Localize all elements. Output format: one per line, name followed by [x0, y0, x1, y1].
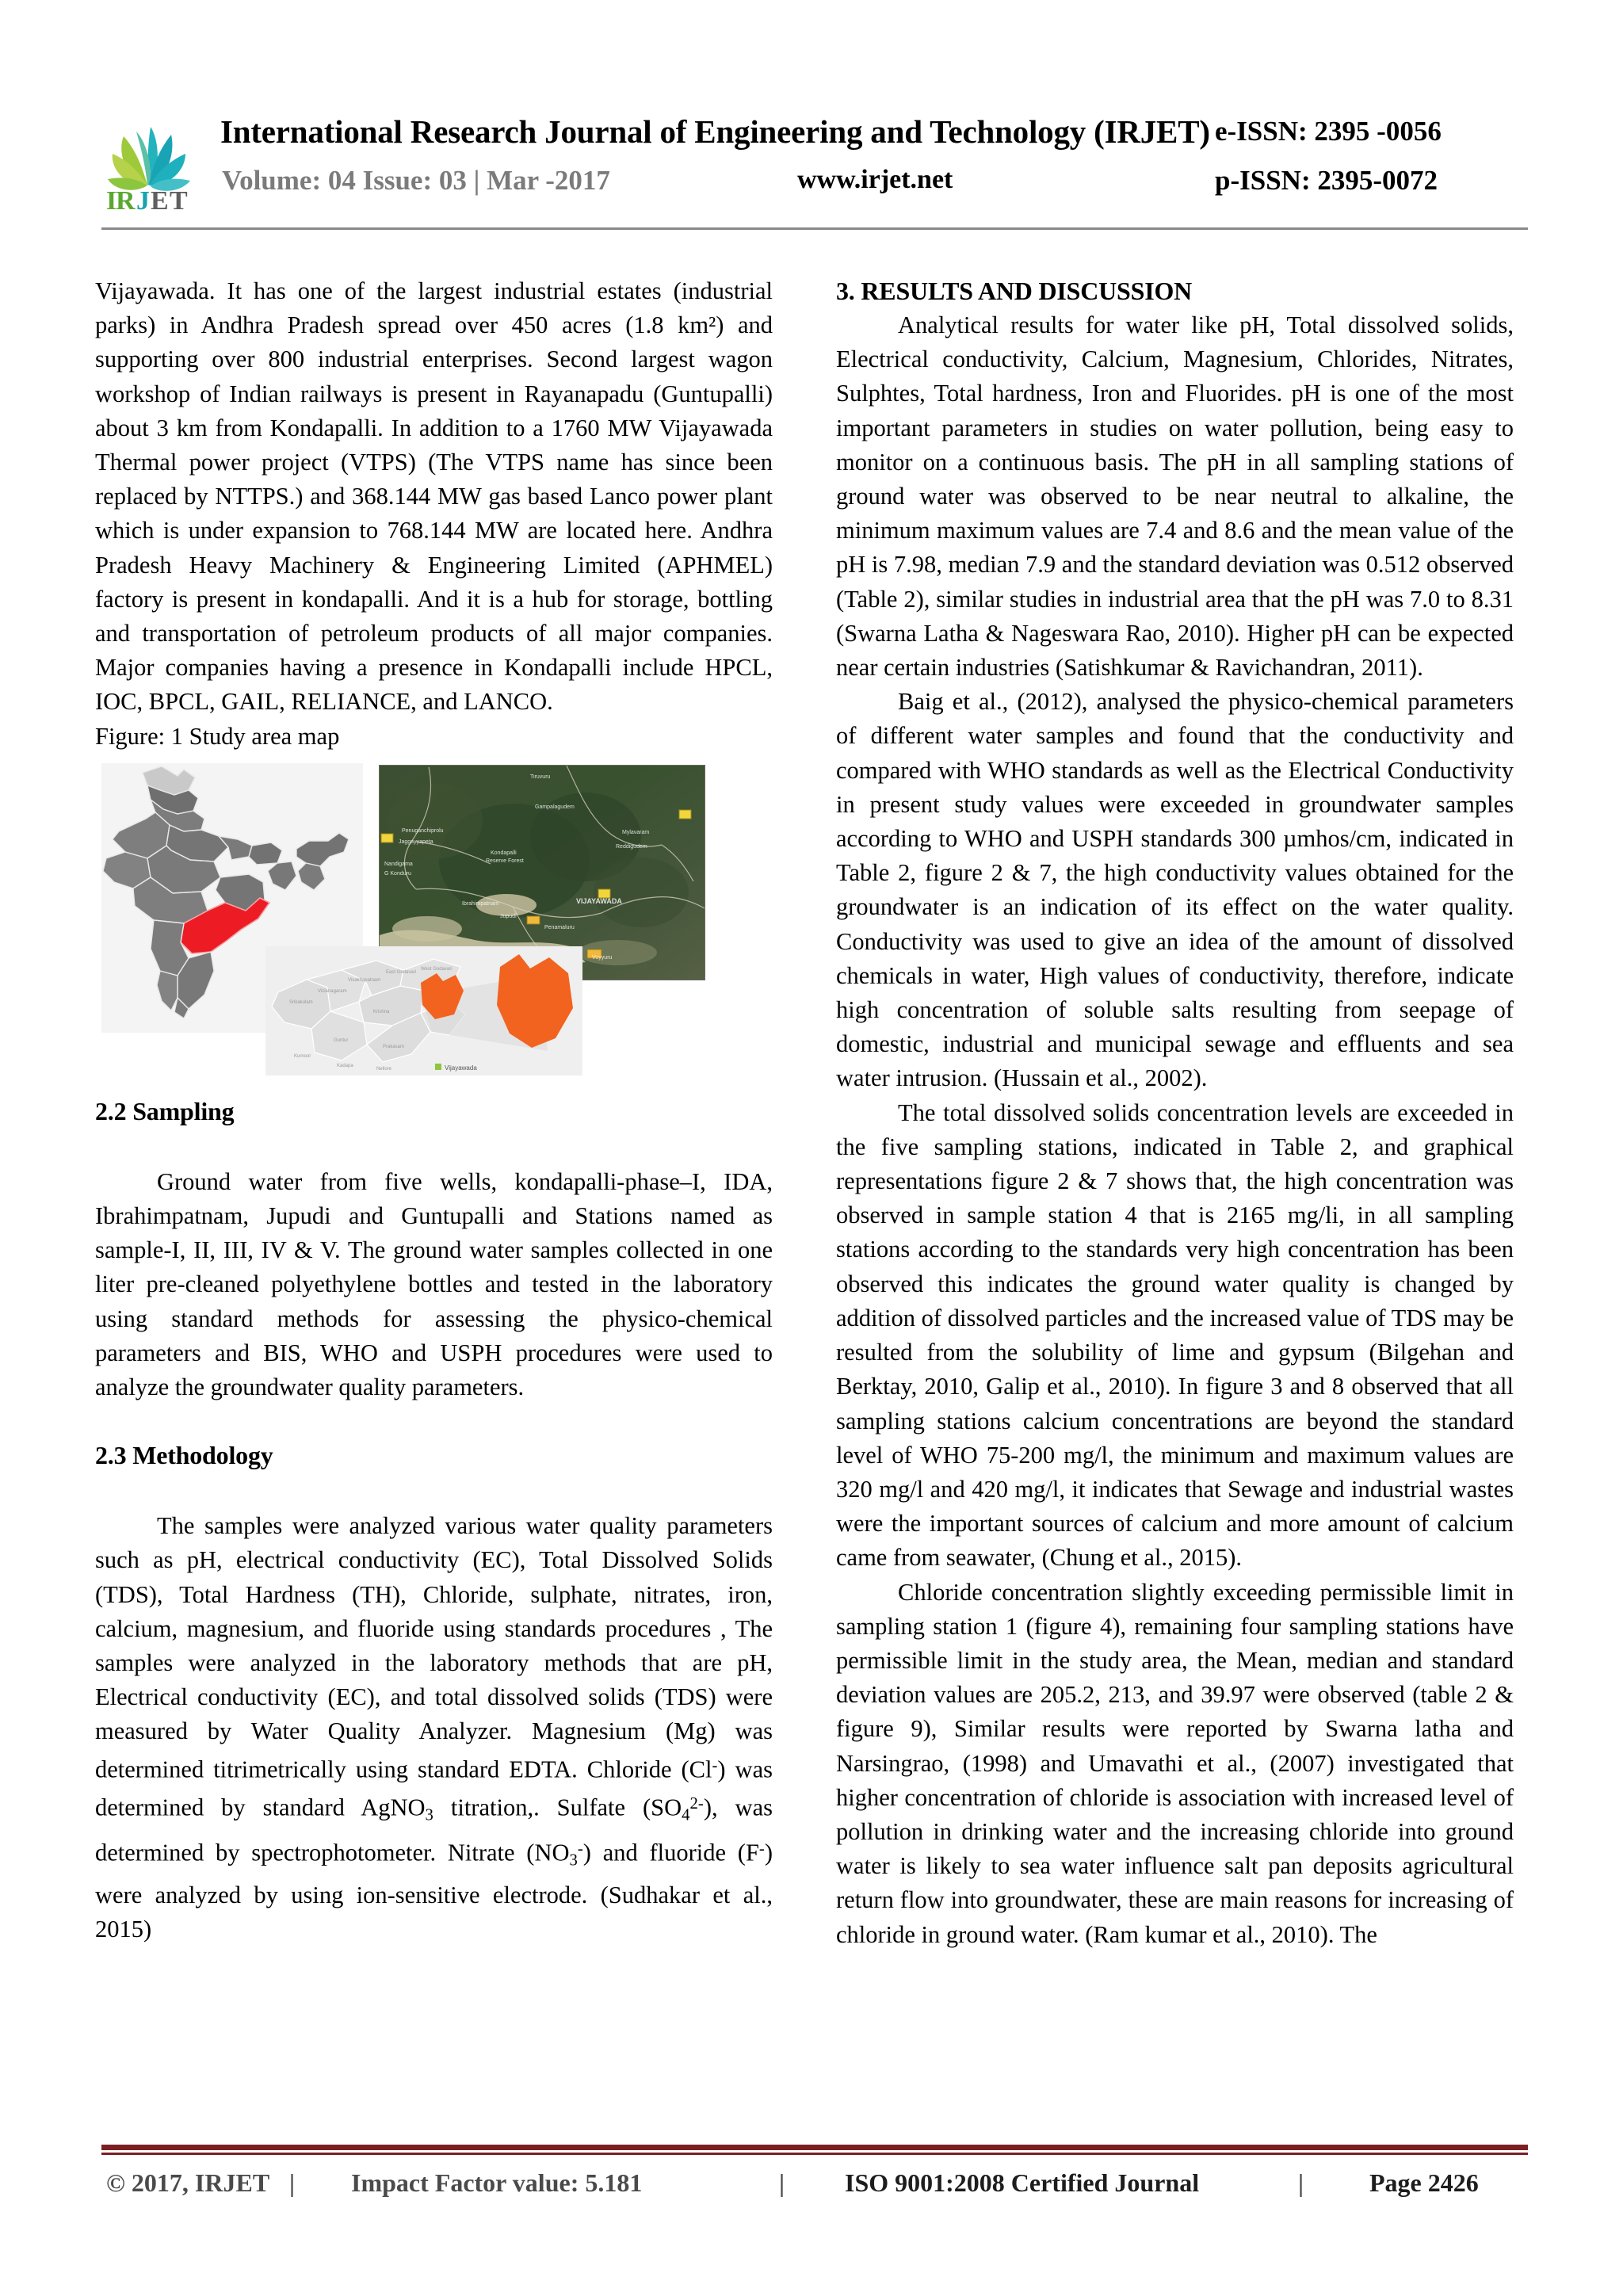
svg-text:VIJAYAWADA: VIJAYAWADA [576, 896, 622, 905]
footer-page-number: Page 2426 [1369, 2168, 1479, 2197]
no3-charge-sup: - [577, 1840, 583, 1859]
svg-text:Visakhapatnam: Visakhapatnam [348, 977, 381, 983]
svg-text:Gampalagudem: Gampalagudem [535, 804, 575, 810]
footer-copyright: © 2017, IRJET [106, 2168, 270, 2197]
footer-separator-3: | [1298, 2168, 1304, 2197]
page-footer [101, 2168, 1528, 2213]
svg-text:I: I [106, 186, 117, 212]
svg-text:Vizianagaram: Vizianagaram [318, 988, 347, 994]
header-divider [101, 227, 1528, 230]
svg-text:Mylavaram: Mylavaram [622, 829, 650, 835]
svg-text:Reddigudem: Reddigudem [616, 843, 647, 850]
logo-wordmark [106, 186, 188, 212]
study-area-figure [95, 760, 773, 1077]
chloride-charge-sup: - [712, 1756, 718, 1775]
svg-text:Kurnool: Kurnool [294, 1053, 311, 1059]
svg-text:T: T [170, 186, 188, 212]
methodology-text-c: titration,. Sulfate (SO [433, 1794, 682, 1821]
paragraph-intro: Vijayawada. It has one of the largest industrial estates (industrial parks) in Andhra Pradesh spread over 450 acres (1.8 km²) and supporting over 800 industrial enterprises. Second largest wagon workshop of Indian railways is present in Rayanapadu (Guntupalli) about 3 km from Kondapalli. In addition to a 1760 MW Vijayawada Thermal power project (VTPS) (The VTPS name has since been replaced by NTTPS.) and 368.144 MW gas based Lanco power plant which is under expansion to 768.144 MW are located here. Andhra Pradesh Heavy Machinery & Engineering Limited (APHMEL) factory is present in kondapalli. And it is a hub for storage, bottling and transportation of petroleum products of all major companies. Major companies having a presence in Kondapalli include HPCL, IOC, BPCL, GAIL, RELIANCE, and LANCO. [95, 277, 773, 716]
logo-leaf-fan [108, 127, 190, 191]
svg-text:R: R [116, 186, 136, 212]
methodology-text-b: ) was determined by standard AgNO [95, 1755, 773, 1821]
irjet-logo [101, 113, 195, 212]
paragraph-results-1: Analytical results for water like pH, Total dissolved solids, Electrical conductivity, Calcium, Magnesium, Chlorides, Nitrates, Sulphtes, Total hardness, Iron and Fluorides. pH is one of the most important parameters in studies on water pollution, being easy to monitor on a continuous basis. The pH in all sampling stations of ground water was observed to be near neutral to alkaline, the minimum maximum values are 7.4 and 8.6 and the mean value of the pH is 7.98, median 7.9 and the standard deviation was 0.512 observed (Table 2), similar studies in industrial area that the pH was 7.0 to 8.31 (Swarna Latha & Nageswara Rao, 2010). Higher pH can be expected near certain industries (Satishkumar & Ravichandran, 2011). [836, 311, 1514, 682]
svg-text:Vuyyuru: Vuyyuru [592, 954, 613, 961]
figure-caption: Figure: 1 Study area map [95, 722, 340, 750]
footer-separator-1: | [289, 2168, 296, 2197]
fluoride-charge-sup: - [758, 1840, 765, 1859]
svg-text:Guntur: Guntur [334, 1037, 349, 1043]
svg-text:Ibrahimpatnam: Ibrahimpatnam [462, 900, 499, 907]
svg-text:Jupudi: Jupudi [500, 913, 517, 919]
footer-separator-2: | [779, 2168, 785, 2197]
no3-sub: 3 [569, 1851, 578, 1870]
svg-text:Nandigama: Nandigama [384, 861, 413, 867]
svg-text:West Godavari: West Godavari [421, 966, 453, 972]
svg-text:East Godavari: East Godavari [386, 969, 417, 975]
svg-text:Kondapalli: Kondapalli [491, 850, 517, 856]
svg-text:Prakasam: Prakasam [383, 1044, 405, 1049]
paragraph-sampling: Ground water from five wells, kondapalli-phase–I, IDA, Ibrahimpatnam, Jupudi and Guntupalli and Stations named as sample-I, II, III, IV & V. The ground water samples collected in one liter pre-cleaned polyethylene bottles and tested in the laboratory using standard methods for assessing the physico-chemical parameters and BIS, WHO and USPH procedures were used to analyze the groundwater quality parameters. [95, 1167, 773, 1401]
svg-text:Srikakulam: Srikakulam [289, 999, 313, 1005]
svg-text:Krishna: Krishna [373, 1009, 390, 1014]
svg-text:Jaggayyapeta: Jaggayyapeta [399, 839, 433, 845]
svg-text:Reserve Forest: Reserve Forest [486, 858, 524, 864]
journal-website[interactable]: www.irjet.net [797, 165, 953, 194]
paragraph-results-3: The total dissolved solids concentration levels are exceeded in the five sampling stations, indicated in Table 2, and graphical representations figure 2 & 7 shows that, the high concentration was observed in sample station 4 that is 2165 mg/li, in all sampling stations according to the standards very high concentration has been observed this indicates the ground water quality is changed by addition of dissolved particles and the increased value of TDS may be resulted from the solubility of lime and gypsum (Bilgehan and Berktay, 2010, Galip et al., 2010). In figure 3 and 8 observed that all sampling stations calcium concentrations are beyond the standard level of WHO 75-200 mg/l, the minimum and maximum values are 320 mg/l and 420 mg/l, it indicates that Sewage and industrial wastes were the important sources of calcium and more amount of calcium came from seawater, (Chung et al., 2015). [836, 1098, 1514, 1572]
so4-charge-sup: 2- [689, 1794, 704, 1813]
inset-map-label: Vijayawada [445, 1064, 477, 1072]
paragraph-methodology [95, 1509, 773, 1946]
svg-text:Penamaluru: Penamaluru [544, 924, 575, 930]
methodology-text-a: The samples were analyzed various water quality parameters such as pH, electrical conductivity (EC), Total Dissolved Solids (TDS), Total Hardness (TH), Chloride, sulphate, nitrates, iron, calcium, magnesium, and fluoride using standards procedures , The samples were analyzed in the laboratory methods that are pH, Electrical conductivity (EC), and total dissolved solids (TDS) were measured by Water Quality Analyzer. Magnesium (Mg) was determined titrimetrically using standard EDTA. Chloride (Cl [95, 1512, 773, 1783]
methodology-text-e: ) and fluoride (F [582, 1839, 759, 1866]
volume-issue: Volume: 04 Issue: 03 | Mar -2017 [222, 165, 610, 196]
svg-text:Penuganchiprolu: Penuganchiprolu [402, 827, 444, 834]
footer-divider [101, 2145, 1528, 2156]
right-column [836, 274, 1514, 1952]
agno3-sub: 3 [425, 1806, 433, 1824]
heading-3-results-and-discussion: 3. RESULTS AND DISCUSSION [836, 277, 1193, 305]
svg-text:Tiruvuru: Tiruvuru [530, 774, 551, 780]
methodology-text-f: ) were analyzed by using ion-sensitive electrode. (Sudhakar et al., 2015) [95, 1839, 773, 1943]
district-inset-map-image [265, 946, 582, 1075]
methodology-text-d: ), was determined by spectrophotometer. Nitrate (NO [95, 1794, 773, 1866]
journal-title: International Research Journal of Engineering and Technology (IRJET) [220, 113, 1210, 150]
e-issn: e-ISSN: 2395 -0056 [1215, 116, 1442, 147]
footer-impact-factor: Impact Factor value: 5.181 [351, 2168, 643, 2197]
svg-text:G Konduru: G Konduru [384, 870, 411, 877]
heading-2-3-methodology: 2.3 Methodology [95, 1441, 273, 1470]
page-header [101, 111, 1528, 214]
svg-text:E: E [151, 186, 169, 212]
so4-sub: 4 [682, 1806, 690, 1824]
svg-text:J: J [136, 186, 150, 212]
svg-text:Nellore: Nellore [376, 1066, 392, 1072]
footer-iso-certification: ISO 9001:2008 Certified Journal [845, 2168, 1200, 2197]
paragraph-results-2: Baig et al., (2012), analysed the physico-chemical parameters of different water samples and found that the conductivity and compared with WHO standards as well as the Electrical Conductivity in present study values were exceeded in groundwater samples according to WHO and USPH standards 300 µmhos/cm, indicated in Table 2, figure 2 & 7, the high conductivity values obtained for the groundwater is an indication of its effect on the water quality. Conductivity was used to give an idea of the amount of dissolved chemicals in water, High values of conductivity, therefore, indicate high concentration of soluble salts resulting from seepage of domestic, industrial and municipal sewage and effluents and sea water intrusion. (Hussain et al., 2002). [836, 688, 1514, 1092]
paragraph-results-4: Chloride concentration slightly exceeding permissible limit in sampling station 1 (figure 4), remaining four sampling stations have permissible limit in the study area, the Mean, median and standard deviation values are 205.2, 213, and 39.97 were observed (table 2 & figure 9), Similar results were reported by Swarna latha and Narsingrao, (1998) and Umavathi et al., (2007) investigated that higher concentration of chloride is association with increased level of pollution in drinking water and the increasing chloride into ground water is likely to sea water influence salt pan deposits agricultural return flow into groundwater, these are main reasons for increasing of chloride in ground water. (Ram kumar et al., 2010). The [836, 1578, 1514, 1948]
svg-text:Kadapa: Kadapa [337, 1063, 353, 1068]
p-issn: p-ISSN: 2395-0072 [1215, 165, 1438, 196]
heading-2-2-sampling: 2.2 Sampling [95, 1096, 235, 1125]
left-column [95, 274, 773, 1946]
